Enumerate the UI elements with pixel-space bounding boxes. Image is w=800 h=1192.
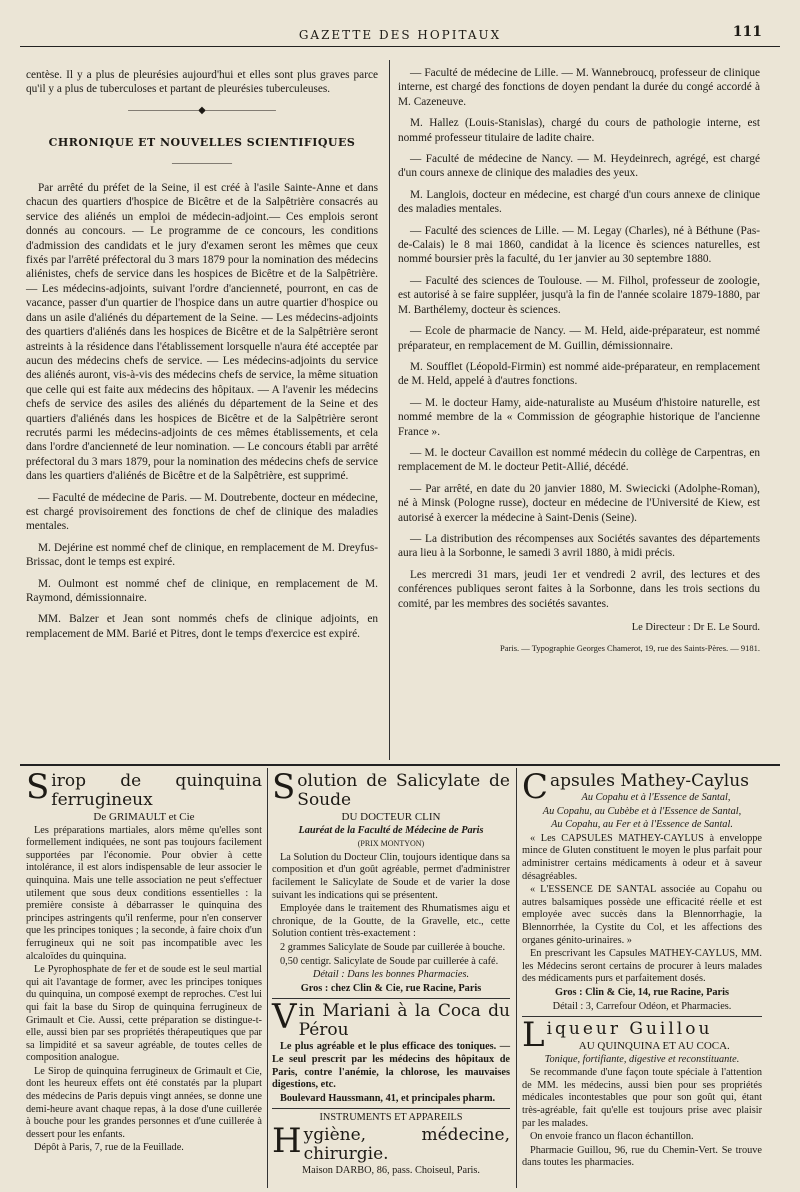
intro-paragraph: centèse. Il y a plus de pleurésies aujourd'hui et elles sont plus graves parce qu'il y a plus de tuberculoses et partant de pleurésies tuberculeuses. <box>26 69 378 96</box>
article-paragraph: — Faculté des sciences de Lille. — M. Legay (Charles), né à Béthune (Pas-de-Calais) le 8 mai 1860, candidat à la licence ès sciences naturelles, est nommé boursier près la faculté, du 1er janvier au 30 septembre 1880. <box>398 224 760 266</box>
ads-separator-rule <box>20 764 780 766</box>
ad-title: ygiène, médecine, chirurgie. <box>303 1124 510 1164</box>
ad-subtitle: AU QUINQUINA ET AU COCA. <box>578 1040 730 1053</box>
article-paragraph: MM. Balzer et Jean sont nommés chefs de clinique adjoints, en remplacement de MM. Barié et Pitres, dont le temps d'exercice est expiré. <box>26 613 378 640</box>
ad-detail: Détail : Dans les bonnes Pharmacies. <box>312 969 470 981</box>
ad-vin-mariani <box>272 997 510 1105</box>
ad-text: Le Sirop de quinquina ferrugineux de Grimault et Cie, dont les heureux effets ont été constatés par la plupart des médecins de Paris depuis vingt années, se donne une demi-heure avant chaque repas, à la dose d'une cuillerée à bouche pour les grandes personnes et d'une cuillerée à dessert pour les enfants. <box>26 1065 262 1140</box>
ad-laureat: Lauréat de la Faculté de Médecine de Paris <box>298 824 484 836</box>
ad-tagline: Tonique, fortifiante, digestive et reconstituante. <box>544 1053 740 1065</box>
ad-dropcap: V <box>272 997 297 1038</box>
section-title: CHRONIQUE ET NOUVELLES SCIENTIFIQUES <box>48 136 356 150</box>
ad-title: in Mariani à la Coca du Pérou <box>298 1001 510 1041</box>
ad-sirop-quinquina <box>26 767 262 1156</box>
ad-rule <box>522 1016 762 1017</box>
ad-divider <box>267 768 268 1188</box>
journal-title: GAZETTE DES HOPITAUX <box>298 28 502 42</box>
ad-dose: 0,50 centigr. Salicylate de Soude par cuillerée à café. <box>280 955 499 967</box>
ad-divider <box>516 768 517 1188</box>
ad-text: Les préparations martiales, alors même qu'elles sont formellement indiquées, ne sont pas toujours facilement supportées par l'économie. Pour obvier à cette intolérance, il est alors indispensable de leur associer le quinquina. Mais une telle association ne peut s'effectuer utilement que sous deux conditions essentielles : la première consiste à débarrasser le quinquina des principes astringents qu'il renferme, pour n'en conserver que les principes toniques ; la seconde, à faire choix d'un ferrugineux qui ne soit pas incompatible avec les alcaloïdes du quinquina. <box>26 824 262 962</box>
ad-dropcap: S <box>26 767 50 807</box>
ad-dropcap: L <box>522 1015 545 1056</box>
article-paragraph: — M. le docteur Cavaillon est nommé médecin du collège de Carpentras, en remplacement de M. le docteur Petit-Allié, décédé. <box>398 446 760 474</box>
ad-subtitle: DU DOCTEUR CLIN <box>341 811 441 823</box>
article-paragraph: — Faculté de médecine de Lille. — M. Wannebroucq, professeur de clinique interne, est chargé des fonctions de doyen pendant la durée du congé accordé à M. Cazeneuve. <box>398 67 760 108</box>
ad-liqueur-guillou <box>522 1015 762 1170</box>
ad-gros: Gros : chez Clin & Cie, rue Racine, Paris <box>300 982 482 994</box>
article-paragraph: M. Hallez (Louis-Stanislas), chargé du cours de pathologie interne, est nommé professeur titulaire de ladite chaire. <box>398 117 760 144</box>
ad-prize: (PRIX MONTYON) <box>357 839 425 849</box>
ad-title: iqueur Guillou <box>546 1019 713 1040</box>
left-column <box>26 68 378 648</box>
ad-title: irop de quinquina ferrugineux <box>51 771 262 810</box>
ad-salicylate <box>272 767 510 995</box>
director-signature: Le Directeur : Dr E. Le Sourd. <box>631 622 760 633</box>
article-paragraph: — Par arrêté, en date du 20 janvier 1880, M. Swiecicki (Adolphe-Roman), né à Minsk (Pologne russe), docteur en médecine de l'Université de Kiew, est autorisé à exercer la médecine à Saint-Denis (Seine). <box>398 482 760 524</box>
article-paragraph: — Faculté de médecine de Nancy. — M. Heydeinrech, agrégé, est chargé d'un cours annexe de clinique des maladies des yeux. <box>398 153 760 180</box>
ad-text: « Les CAPSULES MATHEY-CAYLUS à enveloppe mince de Gluten constituent le moyen le plus parfait pour administrer certains médicaments à odeur et à saveur désagréables. <box>522 832 762 882</box>
article-paragraph: — La distribution des récompenses aux Sociétés savantes des départements aura lieu à la Sorbonne, le samedi 3 avril 1880, à midi précis. <box>398 532 760 560</box>
ad-address: Maison DARBO, 86, pass. Choiseul, Paris. <box>302 1164 480 1176</box>
ad-column-right <box>522 767 762 1171</box>
ad-dropcap: C <box>522 767 549 807</box>
ad-dose: 2 grammes Salicylate de Soude par cuillerée à bouche. <box>280 941 506 953</box>
ad-text: On envoie franco un flacon échantillon. <box>530 1131 694 1143</box>
article-paragraph: M. Oulmont est nommé chef de clinique, en remplacement de M. Raymond, démissionnaire. <box>26 577 378 604</box>
article-paragraph: Les mercredi 31 mars, jeudi 1er et vendredi 2 avril, des lectures et des conférences publiques seront faites à la Sorbonne, dans les trois sections du comité, par les membres des sociétés savantes. <box>398 568 760 610</box>
ad-depot: Dépôt à Paris, 7, rue de la Feuillade. <box>34 1142 184 1154</box>
article-paragraph: M. Dejérine est nommé chef de clinique, en remplacement de M. Dreyfus-Brissac, dont le temps est expiré. <box>26 541 378 569</box>
article-paragraph: — Faculté des sciences de Toulouse. — M. Filhol, professeur de zoologie, est autorisé à se faire suppléer, jusqu'à la fin de l'année scolaire 1879-1880, par M. Barthélemy, docteur ès sciences. <box>398 274 760 316</box>
ad-title: olution de Salicylate de Soude <box>297 771 510 810</box>
ad-rule <box>272 1108 510 1109</box>
ad-rule <box>272 998 510 999</box>
article-paragraph: M. Soufflet (Léopold-Firmin) est nommé aide-préparateur, en remplacement de M. Held, appelé à d'autres fonctions. <box>398 360 760 388</box>
article-paragraph: — M. le docteur Hamy, aide-naturaliste au Muséum d'histoire naturelle, est nommé membre de la « Commission de géographie historique de l'ancienne France ». <box>398 396 760 438</box>
right-column <box>398 66 760 656</box>
section-underline: —————— <box>172 157 232 169</box>
column-divider <box>389 60 390 760</box>
ad-dropcap: S <box>272 767 296 807</box>
ad-text: Le plus agréable et le plus efficace des toniques. — Le seul prescrit par les médecins des hôpitaux de Paris, contre l'anémie, la chlorose, les mauvaises digestions, etc. <box>272 1041 510 1091</box>
article-paragraph: — Faculté de médecine de Paris. — M. Doutrebente, docteur en médecine, est chargé provisoirement des fonctions de chef de clinique des maladies mentales. <box>26 491 378 533</box>
ornament-divider: ———————◆——————— <box>128 104 276 116</box>
ad-instruments <box>272 1112 510 1177</box>
imprint-line: Paris. — Typographie Georges Chamerot, 19, rue des Saints-Pères. — 9181. <box>500 643 760 654</box>
ad-text: Le Pyrophosphate de fer et de soude est le seul martial qui ait l'avantage de former, avec les principes toniques du quinquina, un composé exempt de reproches. C'est lui qui fait la base du Sirop de quinquina ferrugineux de Grimault et Cie. Aussi, cette préparation se distingue-t-elle, aussi bien par ses propriétés thérapeutiques que par sa limpidité et sa saveur agréable, de toutes celles de composition analogue. <box>26 964 262 1064</box>
ad-gros: Gros : Clin & Cie, 14, rue Racine, Paris <box>555 986 729 998</box>
ad-dropcap: H <box>272 1120 302 1161</box>
ad-text: Employée dans le traitement des Rhumatismes aigu et chronique, de la Goutte, de la Gravelle, etc., cette Solution contient très-exactement : <box>272 903 510 940</box>
ad-text: « L'ESSENCE DE SANTAL associée au Copahu ou autres balsamiques possède une efficacité réelle et est employée avec succès dans la Blennorrhagie, la Blennorrhée, la Cystite du Col, et les affections des organes génito-urinaires. » <box>522 884 762 946</box>
header-rule <box>20 46 780 47</box>
ad-address: Boulevard Haussmann, 41, et principales pharm. <box>280 1092 496 1104</box>
ad-detail: Détail : 3, Carrefour Odéon, et Pharmacies. <box>552 1000 732 1012</box>
article-paragraph: Par arrêté du préfet de la Seine, il est créé à l'asile Sainte-Anne et dans chacun des quartiers d'hospice de Bicêtre et de la Salpêtrière consacrés au service des aliénés un emploi de médecin-adjoint.— Ces emplois seront donnés au concours. — Le programme de ce concours, les conditions d'admission des candidats et le jury d'examen seront les mêmes que ceux fixés par l'arrêté préfectoral du 3 mars 1879 pour la nomination des médecins aliénistes, chefs de service dans les hospices de Bicêtre et de la Salpêtrière. — Les médecins-adjoints, suivant l'ordre d'ancienneté, pourront, en cas de vacance, passer d'un quartier de l'hospice dans un autre quartier d'hospice ou dans un asile d'aliénés du département de la Seine. — Les médecins-adjoints des quartiers d'aliénés dans les hospices de Bicêtre et de la Salpêtrière seront astreints à la résidence dans l'établissement lorsquelle n'aura été acceptée par aucun des médecins chefs de service. — Les médecins-adjoints du service des aliénés auront, vis-à-vis des médecins chefs de service, la même situation que celle qui est faite aux médecins des hôpitaux. — A l'avenir les médecins chefs de service des asiles des aliénés du département de la Seine et des quartiers d'aliénés dans les hospices de Bicêtre et de la Salpêtrière seront recrutés parmi les médecins-adjoints de ces mêmes établissements, et cela dans l'ordre d'ancienneté de leur nomination. — Le concours établi par arrêté préfectoral du 3 mars 1879, pour la nomination des médecins chefs de service dans les quartiers d'aliénés de Bicêtre et de la Salpêtrière, est supprimé. <box>26 182 378 483</box>
ad-column-middle <box>272 767 510 1178</box>
ad-capsules <box>522 767 762 1013</box>
article-paragraph: M. Langlois, docteur en médecine, est chargé d'un cours annexe de clinique des maladies mentales. <box>398 188 760 216</box>
ad-maker: De GRIMAULT et Cie <box>93 811 195 823</box>
ad-line: Au Copahu, au Fer et à l'Essence de Santal. <box>551 819 733 831</box>
ad-line: Au Copahu, au Cubèbe et à l'Essence de Santal, <box>542 805 742 817</box>
ad-text: Pharmacie Guillou, 96, rue du Chemin-Vert. Se trouve dans toutes les pharmacies. <box>522 1144 762 1169</box>
article-paragraph: — Ecole de pharmacie de Nancy. — M. Held, aide-préparateur, est nommé préparateur, en remplacement de M. Guillin, démissionnaire. <box>398 325 760 352</box>
ad-text: Se recommande d'une façon toute spéciale à l'attention de MM. les médecins, aussi bien pour ses propriétés médicales incontestables que pour son goût qui, étant très-agréable, fait qu'elle est toujours prise avec plaisir par les malades. <box>522 1067 762 1129</box>
ad-heading: INSTRUMENTS ET APPAREILS <box>319 1112 463 1124</box>
ad-line: Au Copahu et à l'Essence de Santal, <box>581 792 731 803</box>
ad-title: apsules Mathey-Caylus <box>550 771 749 791</box>
ad-text: La Solution du Docteur Clin, toujours identique dans sa composition et d'un goût agréable, permet d'administrer facilement le Salicylate de Soude et de varier la dose suivant les indications qui se présentent. <box>272 851 510 901</box>
ad-text: En prescrivant les Capsules MATHEY-CAYLUS, MM. les Médecins seront certains de procurer à leurs malades des médicaments purs et parfaitement dosés. <box>522 948 762 985</box>
page-header <box>20 20 780 44</box>
page-number: 111 <box>732 24 762 40</box>
